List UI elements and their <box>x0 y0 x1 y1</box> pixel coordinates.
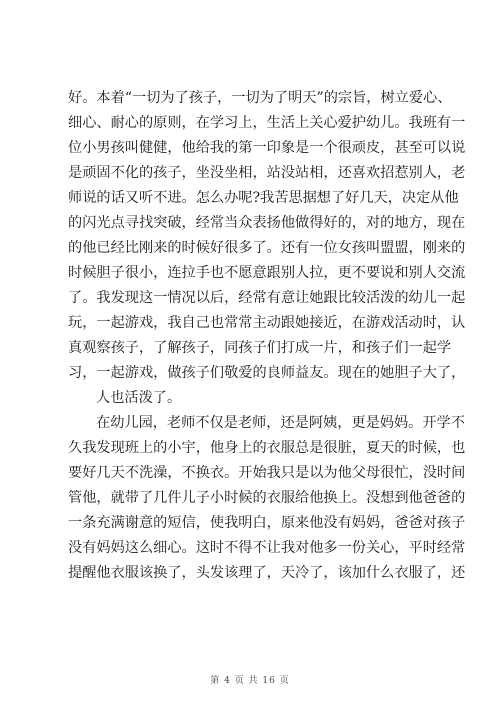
paragraph-1-line-5: 师说的话又听不进。怎么办呢?我苦思据想了好几天，决定从他 <box>68 190 459 206</box>
paragraph-1-line-8: 时候胆子很小，连拉手也不愿意跟别人拉，更不要说和别人交流 <box>68 265 466 281</box>
body-text <box>68 86 466 586</box>
paragraph-2-line-1: 在幼儿园，老师不仅是老师，还是阿姨，更是妈妈。开学不 <box>96 415 465 431</box>
paragraph-2-line-6: 没有妈妈这么细心。这时不得不让我对他多一份关心，平时经常 <box>68 540 466 556</box>
paragraph-1-line-9: 了。我发现这一情况以后，经常有意让她跟比较活泼的幼儿一起 <box>68 290 466 306</box>
paragraph-1-line-1: 好。本着“一切为了孩子，一切为了明天”的宗旨，树立爱心、 <box>68 90 452 106</box>
paragraph-1-line-13: 人也活泼了。 <box>96 390 182 406</box>
page-number-footer: 第 4 页 共 16 页 <box>210 676 290 686</box>
paragraph-1-line-6: 的闪光点寻找突破，经常当众表扬他做得好的，对的地方，现在 <box>68 215 466 231</box>
paragraph-1-line-3: 位小男孩叫健健，他给我的第一印象是一个很顽皮，甚至可以说 <box>68 140 466 156</box>
paragraph-1-line-10: 玩，一起游戏，我自己也常常主动跟她接近，在游戏活动时，认 <box>68 315 466 331</box>
paragraph-2-line-2: 久我发现班上的小宇，他身上的衣服总是很脏，夏天的时候，也 <box>68 440 466 456</box>
paragraph-1-line-11: 真观察孩子，了解孩子，同孩子们打成一片，和孩子们一起学 <box>68 340 452 356</box>
paragraph-2-line-5: 一条充满谢意的短信，使我明白，原来他没有妈妈，爸爸对孩子 <box>68 515 466 531</box>
paragraph-1-line-12: 习，一起游戏，做孩子们敬爱的良师益友。现在的她胆子大了， <box>68 365 466 381</box>
paragraph-1-line-2: 细心、耐心的原则，在学习上，生活上关心爱护幼儿。我班有一 <box>68 115 466 131</box>
paragraph-1-line-7: 的他已经比刚来的时候好很多了。还有一位女孩叫盟盟，刚来的 <box>68 240 466 256</box>
paragraph-2-line-7: 提醒他衣服该换了，头发该理了，天冷了，该加什么衣服了，还 <box>68 565 466 581</box>
paragraph-2-line-4: 管他，就带了几件儿子小时候的衣服给他换上。没想到他爸爸的 <box>68 490 466 506</box>
paragraph-2-line-3: 要好几天不洗澡，不换衣。开始我只是以为他父母很忙，没时间 <box>68 465 466 481</box>
paragraph-1-line-4: 是顽固不化的孩子，坐没坐相，站没站相，还喜欢招惹别人，老 <box>68 165 466 181</box>
